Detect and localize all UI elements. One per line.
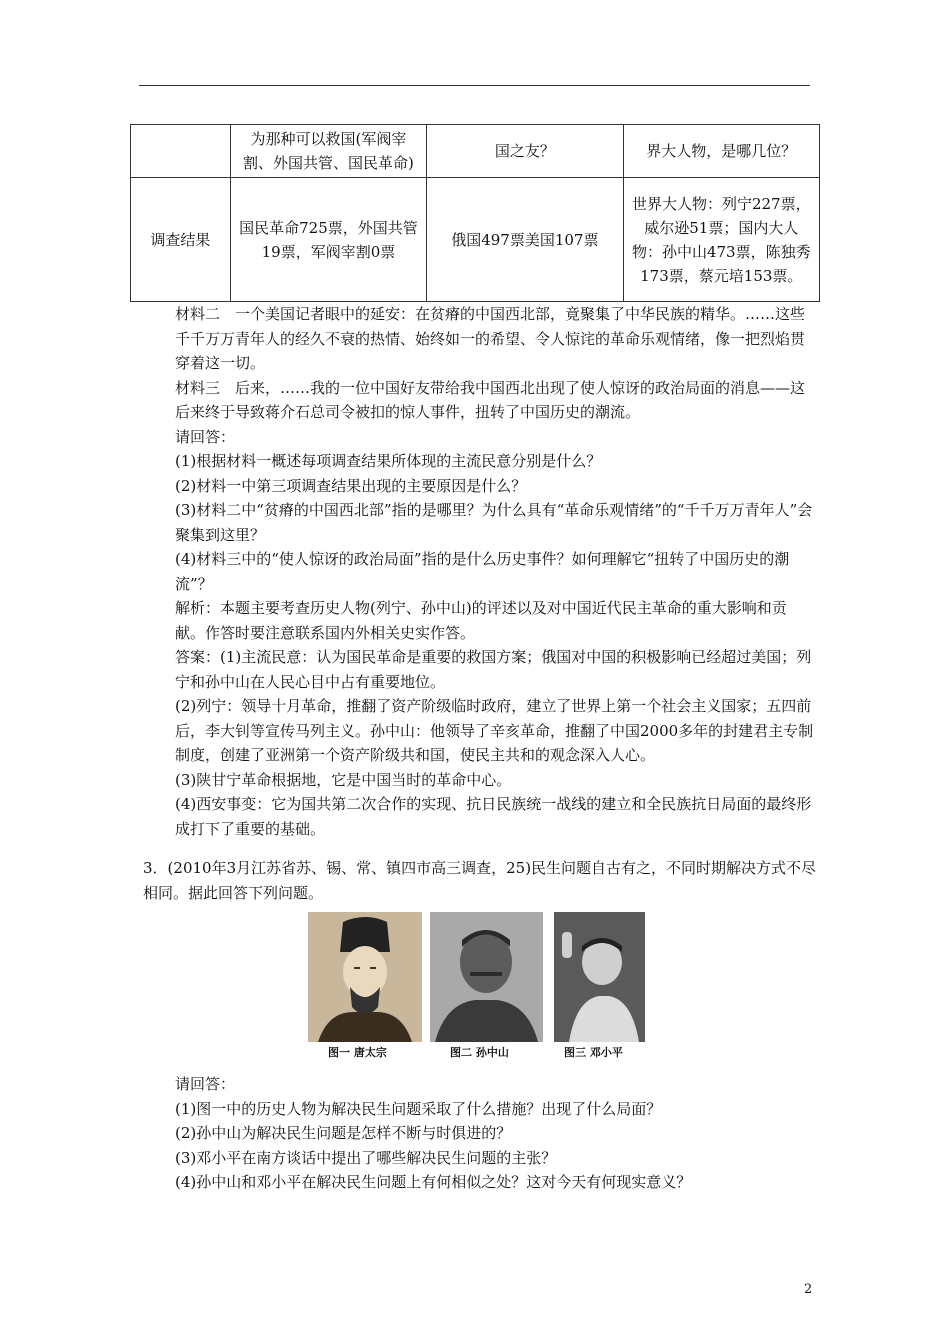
portrait-tang-taizong — [308, 912, 422, 1042]
question-item: (1)根据材料一概述每项调查结果所体现的主流民意分别是什么？ — [175, 452, 602, 470]
survey-table — [130, 124, 820, 302]
answer-item: 答案：(1)主流民意：认为国民革命是重要的救国方案；俄国对中国的积极影响已经超过美国；列宁和孙中山在人民心目中占有重要地位。 — [175, 648, 812, 691]
table-cell-result-4: 世界大人物：列宁227票，威尔逊51票；国内大人物：孙中山473票，陈独秀173票，蔡元培153票。 — [623, 178, 819, 302]
question-item: (2)孙中山为解决民生问题是怎样不断与时俱进的？ — [175, 1124, 512, 1142]
answer-item: (3)陕甘宁革命根据地，它是中国当时的革命中心。 — [175, 770, 512, 789]
question-item: (3)邓小平在南方谈话中提出了哪些解决民生问题的主张？ — [175, 1148, 557, 1167]
material-2: 材料二 一个美国记者眼中的延安：在贫瘠的中国西北部，竟聚集了中华民族的精华。……这些千千万万青年人的经久不衰的热情、始终如一的希望、令人惊诧的革命乐观情绪，像一把烈焰贯穿着这一切。 — [175, 305, 806, 372]
portrait-sun-yat-sen — [430, 912, 543, 1042]
table-cell-result-2: 国民革命725票，外国共管19票，军阀宰割0票 — [230, 178, 426, 302]
header-rule — [139, 85, 810, 86]
analysis: 解析：本题主要考查历史人物(列宁、孙中山)的评述以及对中国近代民主革命的重大影响和贡献。作答时要注意联系国内外相关史实作答。 — [175, 599, 787, 642]
table-cell-header-4: 界大人物，是哪几位？ — [623, 125, 819, 178]
question-item: (4)材料三中的“使人惊讶的政治局面”指的是什么历史事件？如何理解它“扭转了中国历史的潮流”？ — [175, 550, 790, 593]
question-item: (3)材料二中“贫瘠的中国西北部”指的是哪里？为什么具有“革命乐观情绪”的“千千万万青年人”会聚集到这里？ — [175, 501, 813, 544]
figure-group — [308, 912, 645, 1062]
figure-caption: 图二 孙中山 — [450, 1046, 509, 1059]
material-3: 材料三 后来，……我的一位中国好友带给我中国西北出现了使人惊讶的政治局面的消息——这后来终于导致蒋介石总司令被扣的惊人事件，扭转了中国历史的潮流。 — [175, 378, 806, 421]
page-number: 2 — [804, 1282, 813, 1297]
question-3-text: 3．(2010年3月江苏省苏、锡、常、镇四市高三调查，25)民生问题自古有之，不同时期解决方式不尽相同。据此回答下列问题。 — [143, 859, 817, 902]
question-2-body — [175, 302, 815, 841]
table-cell-header-2: 为那种可以救国(军阀宰割、外国共管、国民革命) — [230, 125, 426, 178]
portrait-deng-xiaoping — [554, 912, 645, 1042]
answer-item: (4)西安事变：它为国共第二次合作的实现、抗日民族统一战线的建立和全民族抗日局面的最终形成打下了重要的基础。 — [175, 795, 812, 838]
table-row — [131, 125, 820, 178]
answer-item: (2)列宁：领导十月革命，推翻了资产阶级临时政府，建立了世界上第一个社会主义国家；五四前后，李大钊等宣传马列主义。孙中山：他领导了辛亥革命，推翻了中国2000多年的封建君主专制制度，创建了亚洲第一个资产阶级共和国，使民主共和的观念深入人心。 — [175, 697, 814, 764]
ask-label: 请回答： — [175, 1075, 236, 1093]
question-item: (4)孙中山和邓小平在解决民生问题上有何相似之处？这对今天有何现实意义？ — [175, 1173, 692, 1191]
table-cell-header-3: 国之友？ — [427, 125, 623, 178]
question-item: (2)材料一中第三项调查结果出现的主要原因是什么？ — [175, 476, 527, 495]
question-3-questions — [175, 1072, 815, 1195]
figure-caption: 图三 邓小平 — [564, 1046, 623, 1059]
table-cell-result-label: 调查结果 — [131, 178, 231, 302]
question-3-intro — [143, 856, 823, 905]
figure-caption: 图一 唐太宗 — [328, 1046, 387, 1059]
table-row — [131, 178, 820, 302]
question-item: (1)图一中的历史人物为解决民生问题采取了什么措施？出现了什么局面？ — [175, 1099, 662, 1118]
table-cell-header-1 — [131, 125, 231, 178]
table-cell-result-3: 俄国497票美国107票 — [427, 178, 623, 302]
ask-label: 请回答： — [175, 427, 236, 446]
